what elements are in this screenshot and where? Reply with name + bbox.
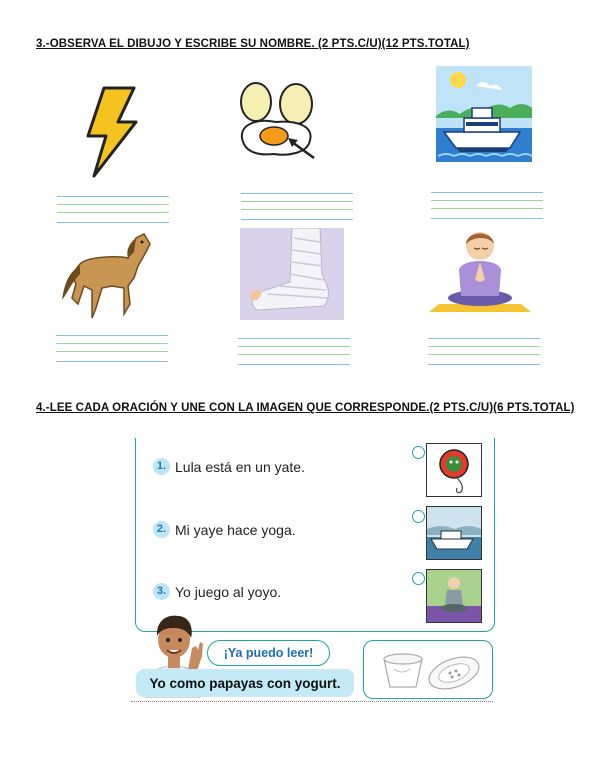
horse-icon bbox=[58, 228, 154, 322]
sentence-number-3: 3. bbox=[153, 583, 170, 600]
answer-lines-6[interactable] bbox=[428, 338, 540, 368]
answer-lines-2[interactable] bbox=[241, 193, 353, 223]
thumbnail-yacht[interactable] bbox=[426, 506, 482, 560]
speech-bubble: ¡Ya puedo leer! bbox=[207, 640, 330, 666]
yoga-woman-icon bbox=[427, 570, 481, 622]
eggs-icon bbox=[236, 80, 318, 162]
match-dot-3[interactable] bbox=[412, 572, 425, 585]
answer-lines-4[interactable] bbox=[56, 335, 168, 365]
yoyo-icon bbox=[427, 444, 481, 496]
answer-lines-3[interactable] bbox=[431, 192, 543, 222]
lightning-bolt-icon bbox=[82, 86, 140, 178]
yacht-icon bbox=[436, 66, 532, 162]
match-dot-1[interactable] bbox=[412, 446, 425, 459]
sentence-text-2: Mi yaye hace yoga. bbox=[175, 521, 296, 538]
answer-lines-1[interactable] bbox=[57, 196, 169, 226]
yacht-icon bbox=[427, 507, 481, 559]
food-picture-box bbox=[363, 640, 493, 699]
yogurt-papaya-icon bbox=[364, 641, 492, 698]
section-3-title: 3.-OBSERVA EL DIBUJO Y ESCRIBE SU NOMBRE. (2 PTS.C/U)(12 PTS.TOTAL) bbox=[36, 38, 470, 50]
sentence-2 bbox=[153, 521, 296, 538]
section-4-title: 4.-LEE CADA ORACIÓN Y UNE CON LA IMAGEN QUE CORRESPONDE.(2 PTS.C/U)(6 PTS.TOTAL) bbox=[36, 402, 575, 414]
bandaged-foot-icon bbox=[240, 228, 344, 320]
sentence-text-3: Yo juego al yoyo. bbox=[175, 583, 282, 600]
sentence-3 bbox=[153, 583, 281, 600]
sentence-1 bbox=[153, 458, 305, 475]
thumbnail-yoga[interactable] bbox=[426, 569, 482, 623]
dotted-separator bbox=[131, 701, 493, 702]
yoga-child-icon bbox=[425, 226, 535, 316]
sentence-number-2: 2. bbox=[153, 521, 170, 538]
answer-lines-5[interactable] bbox=[238, 338, 350, 368]
sentence-text-1: Lula está en un yate. bbox=[175, 458, 305, 475]
reading-banner: Yo como papayas con yogurt. bbox=[136, 669, 354, 697]
sentence-number-1: 1. bbox=[153, 458, 170, 475]
match-dot-2[interactable] bbox=[412, 510, 425, 523]
thumbnail-yoyo[interactable] bbox=[426, 443, 482, 497]
